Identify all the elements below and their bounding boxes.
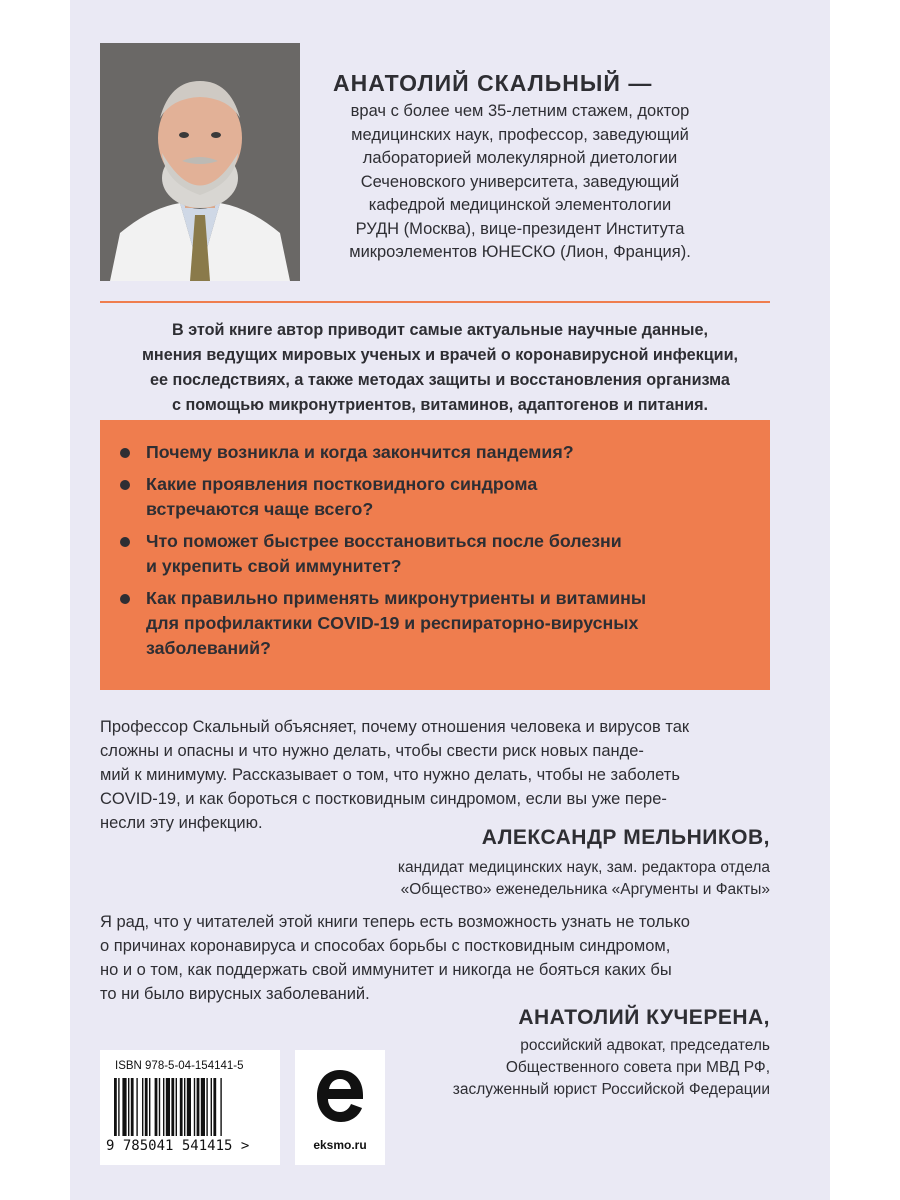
reviewer-info-line: Общественного совета при МВД РФ,	[505, 1059, 770, 1076]
barcode-bar	[171, 1078, 174, 1136]
reviewer-info	[453, 1035, 770, 1101]
question-line: Какие проявления постковидного синдрома	[146, 474, 538, 494]
isbn-number: ISBN 978-5-04-154141-5	[115, 1060, 244, 1072]
bullet-icon	[120, 448, 130, 458]
orange-divider	[100, 301, 770, 303]
question-line: заболеваний?	[146, 638, 271, 658]
publisher-site: eksmo.ru	[313, 1138, 367, 1152]
barcode-bar	[128, 1078, 129, 1136]
eksmo-logo-icon	[313, 1064, 367, 1130]
barcode-bar	[180, 1078, 183, 1136]
intro-line: с помощью микронутриентов, витаминов, адаптогенов и питания.	[171, 396, 709, 414]
publisher-logo	[295, 1050, 385, 1165]
review-line: то ни было вирусных заболеваний.	[100, 985, 370, 1003]
barcode-digits: 9 785041 541415 >	[106, 1138, 250, 1154]
barcode-bar	[206, 1078, 207, 1136]
barcode-bar	[194, 1078, 195, 1136]
barcode-bar	[145, 1078, 148, 1136]
author-name: АНАТОЛИЙ СКАЛЬНЫЙ —	[333, 70, 653, 96]
reviewer-info	[398, 857, 770, 901]
review-line: мий к минимуму. Рассказывает о том, что нужно делать, чтобы не заболеть	[100, 766, 680, 784]
barcode-bar	[211, 1078, 212, 1136]
question-line: Как правильно применять микронутриенты и витамины	[146, 588, 647, 608]
barcode-bars	[114, 1078, 266, 1136]
author-bio-line: врач с более чем 35-летним стажем, доктор	[350, 102, 690, 120]
reviewer-info-line: российский адвокат, председатель	[520, 1037, 770, 1054]
barcode-bar	[201, 1078, 205, 1136]
question-item	[120, 529, 750, 579]
reviewer-name: АЛЕКСАНДР МЕЛЬНИКОВ,	[481, 826, 770, 849]
author-bio	[290, 100, 750, 265]
barcode-bar	[142, 1078, 143, 1136]
review-line: COVID-19, и как бороться с постковидным синдромом, если вы уже пере-	[100, 790, 667, 808]
question-line: для профилактики COVID-19 и респираторно-вирусных	[146, 613, 639, 633]
barcode-bar	[114, 1078, 117, 1136]
book-intro	[100, 318, 780, 418]
reviewer-name: АНАТОЛИЙ КУЧЕРЕНА,	[518, 1006, 770, 1029]
question-line: и укрепить свой иммунитет?	[146, 556, 402, 576]
barcode-bar	[187, 1078, 191, 1136]
barcode-bar	[184, 1078, 185, 1136]
author-bio-line: Сеченовского университета, заведующий	[360, 172, 680, 191]
bullet-icon	[120, 480, 130, 490]
bullet-icon	[120, 594, 130, 604]
review-text	[100, 715, 780, 835]
review-line: сложны и опасны и что нужно делать, чтобы свести риск новых панде-	[100, 742, 644, 760]
author-bio-line: РУДН (Москва), вице-президент Института	[355, 219, 685, 238]
barcode-bar	[163, 1078, 164, 1136]
questions-list	[100, 420, 770, 661]
author-bio-line: лабораторией молекулярной диетологии	[362, 149, 678, 167]
author-bio-line: медицинских наук, профессор, заведующий	[351, 125, 689, 144]
barcode-bar	[213, 1078, 216, 1136]
review-line: о причинах коронавируса и способах борьбы с постковидным синдромом,	[100, 937, 671, 955]
intro-line: мнения ведущих мировых ученых и врачей о коронавирусной инфекции,	[141, 346, 739, 364]
author-bio-line: микроэлементов ЮНЕСКО (Лион, Франция).	[349, 243, 691, 261]
question-item	[120, 472, 750, 522]
author-photo	[100, 43, 300, 281]
question-line: встречаются чаще всего?	[146, 499, 374, 519]
reviewer-info-line: заслуженный юрист Российской Федерации	[452, 1081, 770, 1098]
intro-line: В этой книге автор приводит самые актуальные научные данные,	[172, 321, 708, 339]
question-line: Что поможет быстрее восстановиться после болезни	[146, 531, 622, 551]
barcode-bar	[149, 1078, 150, 1136]
questions-box	[100, 420, 770, 690]
question-line: Почему возникла и когда закончится пандемия?	[146, 442, 574, 462]
barcode-bar	[122, 1078, 126, 1136]
review-line: Я рад, что у читателей этой книги теперь есть возможность узнать не только	[100, 913, 690, 931]
barcode-bar	[197, 1078, 200, 1136]
question-item	[120, 440, 750, 465]
intro-line: ее последствиях, а также методах защиты и восстановления организма	[150, 371, 730, 389]
barcode	[100, 1050, 280, 1165]
barcode-bar	[166, 1078, 170, 1136]
bullet-icon	[120, 537, 130, 547]
barcode-bar	[136, 1078, 137, 1136]
review-line: Профессор Скальный объясняет, почему отношения человека и вирусов так	[100, 718, 690, 736]
barcode-bar	[176, 1078, 177, 1136]
question-item	[120, 586, 750, 661]
barcode-bar	[155, 1078, 158, 1136]
barcode-bar	[131, 1078, 134, 1136]
barcode-bar	[159, 1078, 160, 1136]
review-line: несли эту инфекцию.	[100, 814, 263, 832]
barcode-bar	[220, 1078, 221, 1136]
barcode-bar	[118, 1078, 119, 1136]
review-line: но и о том, как поддержать свой иммунитет и никогда не бояться каких бы	[100, 961, 672, 979]
review-text	[100, 910, 780, 1006]
reviewer-info-line: «Общество» еженедельника «Аргументы и Факты»	[400, 881, 770, 898]
reviewer-info-line: кандидат медицинских наук, зам. редактора отдела	[397, 859, 770, 876]
author-bio-line: кафедрой медицинской элементологии	[368, 196, 672, 214]
